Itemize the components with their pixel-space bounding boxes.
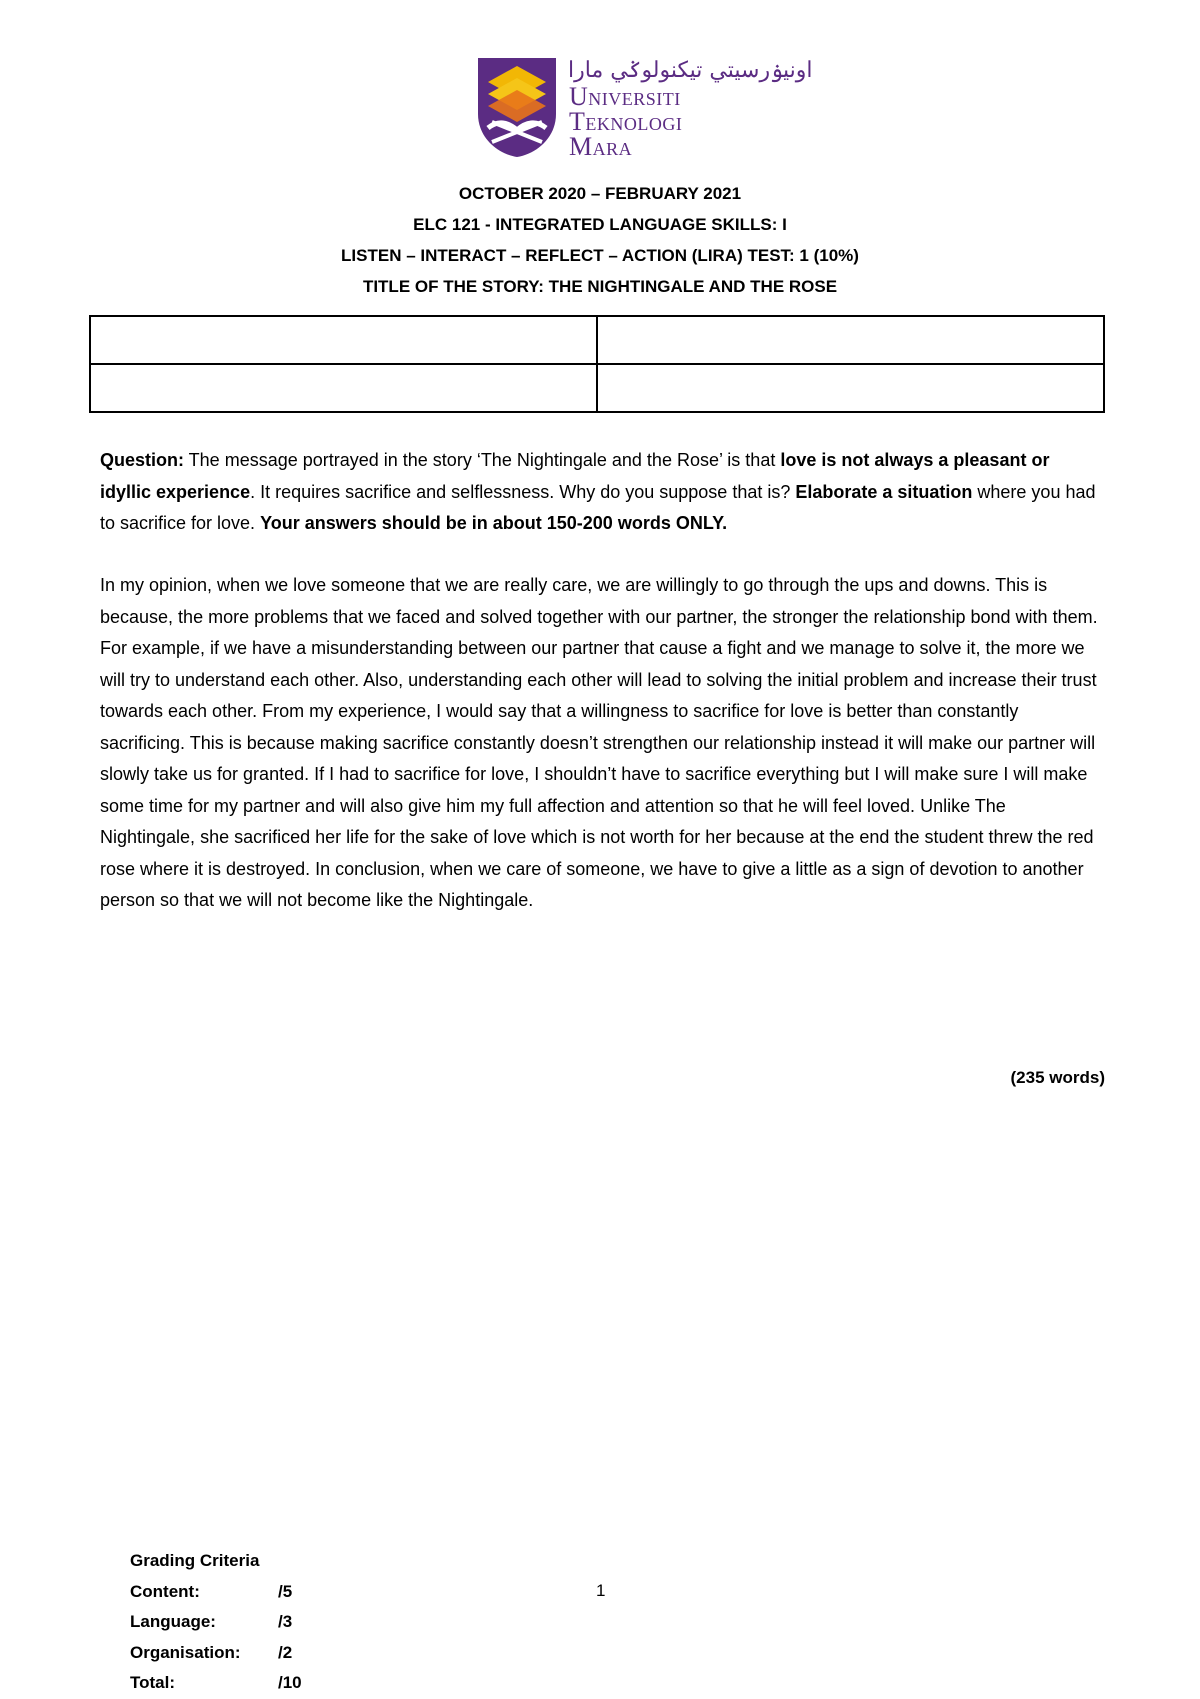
- grading-label: Language:: [130, 1612, 216, 1631]
- grading-row: [130, 1577, 302, 1608]
- heading-story-title: TITLE OF THE STORY: THE NIGHTINGALE AND THE ROSE: [362, 277, 838, 296]
- essay-answer: In my opinion, when we love someone that we are really care, we are willingly to go through the ups and downs. This is because, the more problems that we faced and solved together with our partner, the stronger the relationship bond with them. For example, if we have a misunderstanding between our partner that cause a fight and we manage to solve it, the more we will try to understand each other. Also, understanding each other will lead to solving the initial problem and increase their trust towards each other. From my experience, I would say that a willingness to sacrifice for love is better than constantly sacrificing. This is because making sacrifice constantly doesn’t strengthen our relationship instead it will make our partner will slowly take us for granted. If I had to sacrifice for love, I shouldn’t have to sacrifice everything but I will make sure I will make some time for my partner and will also give him my full affection and attention so that he will feel loved. Unlike The Nightingale, she sacrificed her life for the sake of love which is not worth for her because at the end the student threw the red rose where it is destroyed. In conclusion, when we care of someone, we have to give a little as a sign of devotion to another person so that we will not become like the Nightingale.: [100, 575, 1098, 910]
- table-row: [90, 316, 1104, 364]
- logo-text-teknologi: Teknologi: [569, 107, 683, 136]
- table-cell: [597, 364, 1104, 412]
- question-text: The message portrayed in the story ‘The Nightingale and the Rose’ is that: [184, 450, 781, 470]
- logo-text-universiti: Universiti: [569, 82, 681, 111]
- grading-score: /5: [278, 1581, 293, 1601]
- heading-session: OCTOBER 2020 – FEBRUARY 2021: [458, 184, 742, 203]
- table-row: [90, 364, 1104, 412]
- table-cell: [597, 316, 1104, 364]
- question-paragraph: [100, 445, 1105, 540]
- question-emphasis: love is not always a pleasant or idyllic experience: [100, 450, 1050, 502]
- grading-score: /10: [278, 1673, 302, 1692]
- document-heading: [0, 178, 1200, 302]
- grading-row: [130, 1668, 302, 1699]
- question-emphasis: Elaborate a situation: [795, 481, 973, 502]
- heading-test: LISTEN – INTERACT – REFLECT – ACTION (LIRA) TEST: 1 (10%): [341, 246, 859, 265]
- logo-arabic-text: اونيۏرسيتي تيکنولوݢي مارا: [568, 58, 813, 83]
- grading-row: [130, 1607, 302, 1638]
- grading-label: Content:: [130, 1581, 200, 1601]
- table-cell: [90, 364, 597, 412]
- word-count: (235 words): [1010, 1068, 1105, 1087]
- grading-title: Grading Criteria: [130, 1551, 260, 1570]
- question-label: Question:: [100, 450, 184, 470]
- university-logo: [474, 56, 813, 161]
- page-number: 1: [596, 1581, 606, 1600]
- grading-label: Organisation:: [130, 1642, 241, 1662]
- grading-score: /3: [278, 1612, 293, 1631]
- question-text: where you had to sacrifice for love.: [100, 481, 1096, 533]
- question-text: . It requires sacrifice and selflessness. Why do you suppose that is?: [250, 481, 796, 502]
- heading-course: ELC 121 - INTEGRATED LANGUAGE SKILLS: I: [413, 215, 787, 234]
- question-instruction: Your answers should be in about 150-200 words ONLY.: [260, 513, 728, 533]
- grading-criteria: [130, 1546, 302, 1699]
- grading-label: Total:: [130, 1673, 176, 1692]
- logo-text-mara: Mara: [569, 132, 633, 161]
- student-info-table: [89, 315, 1105, 413]
- grading-score: /2: [278, 1642, 293, 1662]
- shield-emblem-icon: [474, 56, 560, 158]
- table-cell: [90, 316, 597, 364]
- grading-row: [130, 1638, 302, 1669]
